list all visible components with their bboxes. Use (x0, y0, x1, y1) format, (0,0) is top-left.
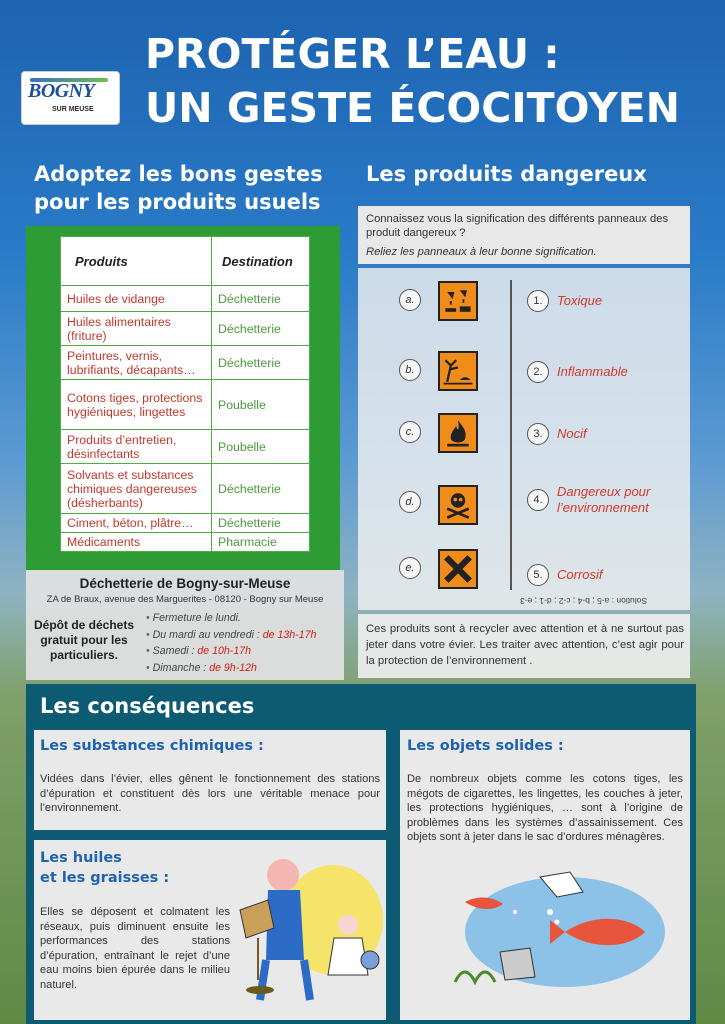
right-heading: Les produits dangereux (366, 162, 647, 186)
page-title-line1: PROTÉGER L’EAU : (145, 30, 560, 78)
table-row (61, 380, 310, 430)
meaning-corrosif: Corrosif (557, 567, 603, 582)
divider (510, 280, 512, 590)
destination-cell: Déchetterie (212, 312, 310, 346)
chemicals-text: Vidées dans l’évier, elles gênent le fonctionnement des stations d’épuration et constituent dès lors une véritable menace pour l’environnement. (40, 773, 380, 814)
oil-pouring-illustration-icon (238, 850, 383, 1010)
letter-b: b. (399, 359, 421, 381)
hours-time: de 10h-17h (197, 645, 252, 657)
hours-label: Du mardi au vendredi : (152, 628, 263, 641)
product-cell: Solvants et substances chimiques dangereuses (désherbants) (61, 464, 212, 514)
oils-title-line1: Les huiles (40, 850, 122, 866)
logo-brand: BOGNY (28, 80, 95, 102)
hours-time: de 13h-17h (262, 628, 317, 641)
solids-title: Les objets solides : (407, 738, 564, 754)
solution-text: Solution : a-5 ; b-4 ; c-2 ; d-1 ; e-3 (520, 596, 648, 606)
letter-d: d. (399, 491, 421, 513)
destination-cell: Déchetterie (212, 346, 310, 380)
meaning-environnement: Dangereux pour l’environnement (557, 484, 651, 515)
skull-icon (438, 485, 478, 525)
dechetterie-name: Déchetterie de Bogny-sur-Meuse (79, 576, 291, 591)
hours-label: Samedi : (152, 645, 198, 657)
hours-item (146, 662, 346, 679)
instruction-text: Reliez les panneaux à leur bonne signification. (366, 246, 597, 258)
question-text: Connaissez vous la signification des différents panneaux des produit dangereux ? (366, 213, 669, 239)
table-row (61, 514, 310, 533)
number-4: 4. (527, 489, 549, 511)
logo-sub: SUR MEUSE (52, 106, 94, 113)
product-cell: Ciment, béton, plâtre… (61, 514, 212, 533)
left-heading-line1: Adoptez les bons gestes (34, 162, 323, 186)
recycle-text: Ces produits sont à recycler avec attention et à ne surtout pas jeter dans votre évier. Les traiter avec attention, c’est agir pour la protection de l’environnement . (366, 623, 684, 667)
header-produits: Produits (61, 237, 212, 286)
product-cell: Produits d’entretien, désinfectants (61, 430, 212, 464)
product-cell: Peintures, vernis, lubrifiants, décapants… (61, 346, 212, 380)
corrosive-icon (438, 281, 478, 321)
number-1: 1. (527, 290, 549, 312)
letter-e: e. (399, 557, 421, 579)
table-row (61, 533, 310, 552)
table-row (61, 464, 310, 514)
meaning-toxique: Toxique (557, 293, 603, 308)
opening-hours (146, 612, 346, 678)
table-row (61, 346, 310, 380)
chemicals-title: Les substances chimiques : (40, 738, 264, 754)
solids-text: De nombreux objets comme les cotons tiges, les mégots de cigarettes, les lingettes, les couches à jeter, les protections hygiéniques, … sont à l’origine de problèmes dans les systèmes d’assainissement. Ces objets sont à jeter dans le sac d’ordures ménagères. (407, 773, 683, 843)
meaning-inflammable: Inflammable (557, 364, 628, 379)
table-row (61, 286, 310, 312)
left-heading-line2: pour les produits usuels (34, 190, 321, 214)
fish-illustration-icon (445, 852, 665, 1002)
oils-title-line2: et les graisses : (40, 870, 170, 886)
bogny-logo (22, 72, 119, 124)
number-5: 5. (527, 564, 549, 586)
destination-cell: Déchetterie (212, 286, 310, 312)
environment-icon (438, 351, 478, 391)
hours-label: Dimanche : (152, 661, 210, 674)
destination-cell: Poubelle (212, 380, 310, 430)
dechetterie-depot: Dépôt de déchets gratuit pour les particuliers. (33, 618, 135, 662)
letter-c: c. (399, 421, 421, 443)
dechetterie-address: ZA de Braux, avenue des Marguerites - 08120 - Bogny sur Meuse (46, 594, 324, 605)
destination-cell: Déchetterie (212, 464, 310, 514)
cross-icon (438, 549, 478, 589)
page-title-line2: UN GESTE ÉCOCITOYEN (145, 84, 680, 132)
product-cell: Médicaments (61, 533, 212, 552)
products-table (60, 236, 310, 552)
hours-item (146, 612, 346, 629)
table-row (61, 312, 310, 346)
table-row (61, 430, 310, 464)
hours-label: Fermeture le lundi. (152, 612, 241, 624)
destination-cell: Déchetterie (212, 514, 310, 533)
header-destination: Destination (212, 237, 310, 286)
hours-time: de 9h-12h (209, 661, 257, 674)
meaning-nocif: Nocif (557, 426, 587, 441)
product-cell: Cotons tiges, protections hygiéniques, lingettes (61, 380, 212, 430)
destination-cell: Poubelle (212, 430, 310, 464)
hours-item (146, 645, 346, 662)
destination-cell: Pharmacie (212, 533, 310, 552)
flame-icon (438, 413, 478, 453)
consequences-heading: Les conséquences (40, 694, 255, 718)
letter-a: a. (399, 289, 421, 311)
number-3: 3. (527, 423, 549, 445)
hours-item (146, 629, 346, 646)
number-2: 2. (527, 361, 549, 383)
oils-text: Elles se déposent et colmatent les réseaux, puis diminuent ensuite les performances des stations d’épuration, entraînant le rejet d’une eau moins bien épurée dans le milieu naturel. (40, 906, 230, 991)
product-cell: Huiles alimentaires (friture) (61, 312, 212, 346)
product-cell: Huiles de vidange (61, 286, 212, 312)
